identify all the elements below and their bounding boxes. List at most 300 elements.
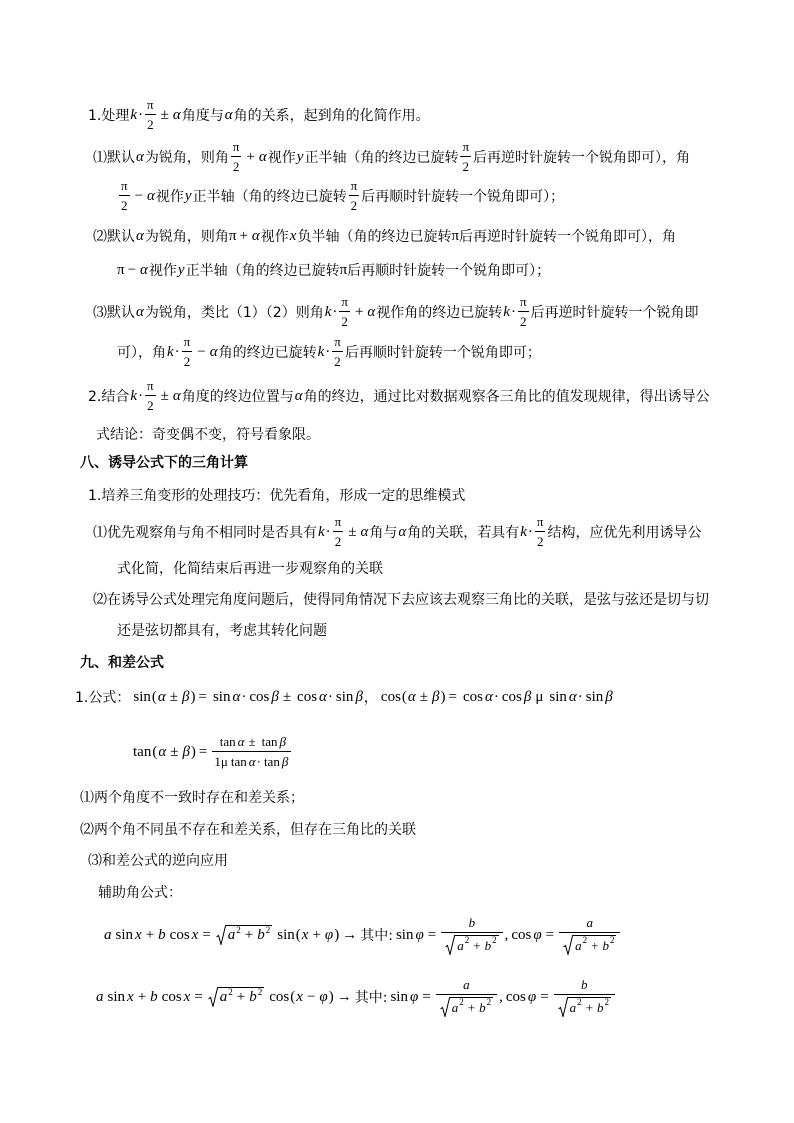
text-run: ⑵两个角不同虽不存在和差关系，但存在三角比的关联 <box>80 822 416 838</box>
math-variable: α <box>360 523 369 540</box>
math-variable: φ <box>409 988 419 1005</box>
text-run: 角与 <box>369 525 398 541</box>
math-function: cos <box>505 988 526 1005</box>
math-symbol: ) <box>190 688 196 705</box>
math-operator: → <box>336 988 352 1005</box>
fraction-numerator <box>119 178 130 196</box>
math-symbol: ( <box>401 688 407 705</box>
math-variable: α <box>319 688 327 705</box>
fraction <box>436 977 497 1017</box>
text-run: 2.结合 <box>88 389 130 405</box>
math-variable: α <box>248 754 256 769</box>
math-symbol: π <box>451 227 460 244</box>
math-operator: + <box>137 988 147 1005</box>
text-run: 为锐角，则角 <box>144 229 229 245</box>
text-run: 其中: <box>354 990 388 1006</box>
fraction-numerator <box>332 334 343 352</box>
math-variable: a <box>569 999 577 1015</box>
fraction <box>535 514 546 550</box>
fraction <box>441 915 502 955</box>
radicand <box>455 935 498 955</box>
math-variable: β <box>605 688 613 705</box>
math-variable: α <box>398 523 407 540</box>
math-symbol: ( <box>151 688 157 705</box>
fraction-numerator <box>182 334 193 352</box>
fraction-numerator <box>535 514 546 532</box>
tan-sum-difference-formula <box>130 724 293 780</box>
math-variable: α <box>172 106 181 123</box>
math-variable: a <box>96 988 104 1005</box>
math-symbol: π <box>147 97 154 112</box>
math-symbol: · <box>241 688 247 705</box>
auxiliary-angle-label <box>98 872 182 912</box>
math-variable: a <box>219 989 228 1005</box>
superscript: 2 <box>236 924 241 935</box>
math-variable: b <box>257 927 265 943</box>
text-run: 视作 <box>155 189 184 205</box>
math-symbol: 2 <box>183 354 191 369</box>
text-run: 为锐角，类比（1）（2）则角 <box>144 305 324 321</box>
math-symbol: ( <box>290 988 296 1005</box>
text-run: ⑴优先观察角与角不相同时是否具有 <box>93 525 317 541</box>
math-symbol: · <box>332 303 338 320</box>
superscript: 2 <box>582 934 588 945</box>
superscript: 2 <box>257 986 263 997</box>
math-symbol: · <box>256 754 261 769</box>
math-function: cos <box>269 988 290 1005</box>
fraction-denominator <box>231 157 242 175</box>
math-function: sin <box>277 926 295 943</box>
math-variable: α <box>172 387 181 404</box>
math-variable: α <box>367 303 376 320</box>
fraction-numerator <box>231 139 242 157</box>
math-symbol: · <box>325 523 331 540</box>
math-function: cos <box>511 926 532 943</box>
math-function: sin <box>390 988 408 1005</box>
math-operator: = <box>198 688 207 705</box>
math-variable: β <box>279 734 286 749</box>
math-variable: α <box>294 387 303 404</box>
math-function: sin <box>212 688 231 705</box>
math-function: cos <box>297 688 318 705</box>
math-variable: k <box>503 303 510 320</box>
fraction-denominator <box>518 312 529 330</box>
fraction <box>212 734 291 770</box>
square-root <box>440 997 493 1017</box>
math-symbol: 2 <box>232 159 240 174</box>
fraction <box>559 915 620 955</box>
math-variable: x <box>127 988 134 1005</box>
math-variable: a <box>457 937 464 953</box>
math-variable: b <box>596 999 604 1015</box>
math-variable: x <box>191 926 199 943</box>
math-symbol: · <box>327 688 333 705</box>
superscript: 2 <box>604 996 609 1007</box>
fraction-denominator <box>212 752 291 770</box>
math-symbol: π <box>536 514 544 529</box>
math-function: cos <box>462 688 483 705</box>
math-function: tan <box>219 734 236 749</box>
point-1-sub-3-line-2 <box>117 332 541 372</box>
math-operator: + <box>354 303 364 320</box>
text-run: 角的终边已旋转 <box>218 345 317 361</box>
math-function: sin <box>335 688 354 705</box>
math-variable: β <box>281 754 289 769</box>
math-operator: ± <box>170 743 179 760</box>
math-variable: b <box>158 926 166 943</box>
math-symbol: π <box>519 294 527 309</box>
square-root <box>216 925 272 945</box>
math-function: tan <box>133 743 152 760</box>
fraction <box>339 294 350 330</box>
fraction-denominator <box>554 995 615 1017</box>
math-symbol: 1μ <box>214 754 228 769</box>
math-symbol: · <box>577 688 583 705</box>
math-operator: = <box>448 688 457 705</box>
math-variable: x <box>183 988 191 1005</box>
text-run: 1.培养三角变形的处理技巧：优先看角，形成一定的思维模式 <box>88 488 466 504</box>
text-run: ⑵在诱导公式处理完角度问题后，使得同角情况下去应该去观察三角比的关联，是弦与弦还是切与切 <box>93 592 709 608</box>
math-variable: α <box>157 688 166 705</box>
text-run: 1.公式： <box>75 690 131 706</box>
fraction-numerator <box>554 977 615 995</box>
math-operator: μ <box>535 688 544 705</box>
section-8-sub-1-line-1 <box>93 512 701 552</box>
math-symbol: ) <box>334 926 340 943</box>
text-run: ⑶默认 <box>93 305 135 321</box>
math-symbol: π <box>232 139 240 154</box>
fraction-numerator <box>339 294 350 312</box>
fraction-denominator <box>559 933 620 955</box>
math-symbol: · <box>138 106 144 123</box>
point-1-sub-2-line-2 <box>117 250 550 290</box>
math-variable: β <box>182 743 190 760</box>
square-root <box>208 987 264 1007</box>
point-1-sub-3-line-1 <box>93 292 699 332</box>
text-run: 后再顺时针旋转一个锐角即可； <box>344 345 541 361</box>
math-symbol: 2 <box>147 117 154 132</box>
math-variable: b <box>484 937 492 953</box>
radicand <box>226 925 272 945</box>
fraction-denominator <box>339 312 350 330</box>
math-variable: α <box>147 187 155 204</box>
math-variable: b <box>581 977 588 992</box>
math-function: tan <box>261 734 278 749</box>
math-symbol: π <box>462 139 470 154</box>
math-function: tan <box>230 754 247 769</box>
math-symbol: · <box>493 688 499 705</box>
math-symbol: π <box>350 178 358 193</box>
superscript: 2 <box>609 934 615 945</box>
square-root <box>563 935 616 955</box>
math-operator: + <box>246 148 255 165</box>
text-run: 视作角的终边已旋转 <box>376 305 503 321</box>
text-run: ⑵默认 <box>93 229 135 245</box>
fraction <box>554 977 615 1017</box>
fraction <box>182 334 193 370</box>
math-variable: k <box>317 343 325 360</box>
math-variable: k <box>130 106 138 123</box>
fraction-denominator <box>460 157 471 175</box>
text-run: 九、和差公式 <box>80 655 164 671</box>
math-variable: x <box>301 926 309 943</box>
math-operator: ± <box>169 688 178 705</box>
math-function: sin <box>133 688 151 705</box>
fraction-denominator <box>182 352 193 370</box>
math-symbol: 2 <box>334 534 342 549</box>
math-symbol: ) <box>440 688 446 705</box>
superscript: 2 <box>265 924 271 935</box>
math-operator: + <box>312 926 321 943</box>
text-run: 还是弦切都具有，考虑其转化问题 <box>117 623 327 639</box>
fraction <box>119 178 130 214</box>
text-run: ⑴默认 <box>93 150 135 166</box>
text-run: 后再逆时针旋转一个锐角即可），角 <box>473 150 691 166</box>
fraction <box>349 178 360 214</box>
math-variable: a <box>104 926 112 943</box>
math-variable: x <box>289 227 297 244</box>
math-variable: x <box>135 926 142 943</box>
text-run: 视作 <box>260 229 289 245</box>
math-function: sin <box>549 688 567 705</box>
fraction-numerator <box>559 915 620 933</box>
fraction-denominator <box>119 196 130 214</box>
fraction-numerator <box>145 97 156 115</box>
math-operator: − <box>306 988 316 1005</box>
square-root <box>445 935 498 955</box>
fraction-numerator <box>460 139 471 157</box>
math-symbol: 2 <box>520 314 527 329</box>
fraction-denominator <box>436 995 497 1017</box>
math-operator: = <box>427 926 437 943</box>
math-operator: − <box>197 343 206 360</box>
section-8-point-1 <box>88 475 465 515</box>
math-symbol: π <box>147 378 154 393</box>
math-variable: φ <box>527 988 537 1005</box>
math-symbol: 2 <box>350 198 358 213</box>
fraction-numerator <box>212 734 291 752</box>
math-symbol: · <box>138 387 144 404</box>
text-run: ⑶和差公式的逆向应用 <box>88 853 228 869</box>
text-run: 结构，应优先利用诱导公 <box>547 525 702 541</box>
math-variable: α <box>140 261 148 278</box>
math-symbol: · <box>510 303 516 320</box>
text-run: 角的关系，起到角的化简作用。 <box>233 108 430 124</box>
math-variable: α <box>258 148 267 165</box>
math-operator: = <box>194 988 203 1005</box>
math-operator: = <box>422 988 431 1005</box>
math-operator: + <box>239 227 248 244</box>
fraction <box>460 139 471 175</box>
math-variable: a <box>451 999 459 1015</box>
math-variable: a <box>575 937 582 953</box>
sum-difference-formula-line <box>75 677 614 717</box>
radical-sign <box>216 925 226 945</box>
math-symbol: 2 <box>121 198 128 213</box>
math-operator: + <box>591 937 599 953</box>
math-operator: = <box>202 926 211 943</box>
math-function: cos <box>380 688 401 705</box>
auxiliary-angle-formula-sin <box>103 907 622 963</box>
math-symbol: π <box>334 514 342 529</box>
math-symbol: π <box>121 178 128 193</box>
math-variable: α <box>158 743 167 760</box>
math-variable: α <box>136 148 144 165</box>
math-symbol: ) <box>328 988 334 1005</box>
text-run: 负半轴（角的终边已旋转 <box>297 229 452 245</box>
text-run: 后再逆时针旋转一个锐角即 <box>530 305 699 321</box>
text-run: 正半轴（角的终边已旋转 <box>304 150 459 166</box>
math-operator: + <box>145 926 155 943</box>
radical-sign <box>563 935 573 955</box>
math-variable: φ <box>319 988 328 1005</box>
math-variable: k <box>130 387 138 404</box>
math-variable: b <box>468 915 476 930</box>
fraction-numerator <box>349 178 360 196</box>
math-variable: α <box>232 688 241 705</box>
math-variable: α <box>484 688 493 705</box>
math-operator: ± <box>160 387 169 404</box>
math-variable: α <box>568 688 577 705</box>
fraction-numerator <box>145 378 156 396</box>
math-symbol: π <box>341 294 348 309</box>
auxiliary-angle-formula-cos <box>95 969 617 1025</box>
superscript: 2 <box>492 934 497 945</box>
math-operator: + <box>236 989 246 1005</box>
radicand <box>573 935 616 955</box>
text-run: 为锐角，则角 <box>144 150 229 166</box>
text-run: ， <box>363 690 378 706</box>
math-symbol: 2 <box>462 159 469 174</box>
math-function: sin <box>585 688 604 705</box>
superscript: 2 <box>486 996 492 1007</box>
math-function: tan <box>263 754 280 769</box>
math-symbol: · <box>325 343 331 360</box>
math-operator: ± <box>419 688 429 705</box>
math-function: cos <box>161 988 182 1005</box>
text-run: 视作 <box>148 263 177 279</box>
math-variable: b <box>249 989 257 1005</box>
math-operator: + <box>473 937 481 953</box>
fraction-denominator <box>145 115 156 133</box>
math-symbol: 2 <box>341 314 348 329</box>
math-variable: α <box>224 106 233 123</box>
math-variable: k <box>318 523 325 540</box>
math-function: cos <box>501 688 522 705</box>
math-symbol: , <box>504 926 509 943</box>
math-variable: φ <box>415 926 424 943</box>
fraction <box>231 139 242 175</box>
math-variable: φ <box>324 926 334 943</box>
math-variable: k <box>167 343 174 360</box>
math-symbol: π <box>117 261 125 278</box>
radical-sign <box>445 935 455 955</box>
superscript: 2 <box>464 934 470 945</box>
radicand <box>450 997 493 1017</box>
fraction <box>145 97 156 133</box>
math-variable: α <box>136 303 144 320</box>
math-symbol: ( <box>152 743 158 760</box>
fraction-numerator <box>441 915 502 933</box>
math-symbol: , <box>499 988 503 1005</box>
math-variable: α <box>251 227 260 244</box>
math-operator: = <box>540 988 549 1005</box>
math-variable: b <box>150 988 158 1005</box>
math-variable: β <box>523 688 532 705</box>
math-function: sin <box>395 926 414 943</box>
math-operator: ± <box>160 106 169 123</box>
math-operator: + <box>244 927 254 943</box>
math-variable: y <box>177 261 185 278</box>
math-variable: b <box>479 999 486 1015</box>
math-symbol: · <box>527 523 533 540</box>
math-symbol: ) <box>190 743 196 760</box>
text-run: 后再顺时针旋转一个锐角即可）； <box>361 189 565 205</box>
fraction-denominator <box>349 196 360 214</box>
math-function: cos <box>249 688 270 705</box>
math-variable: φ <box>533 926 542 943</box>
text-run: 后再顺时针旋转一个锐角即可）； <box>347 263 551 279</box>
math-symbol: π <box>183 334 191 349</box>
math-symbol: 2 <box>536 534 544 549</box>
math-variable: y <box>184 187 192 204</box>
radical-sign <box>208 987 218 1007</box>
text-run: ⑴两个角度不一致时存在和差关系； <box>80 790 304 806</box>
text-run: 角度的终边位置与 <box>181 389 294 405</box>
fraction-denominator <box>145 396 156 414</box>
math-operator: ± <box>248 734 256 749</box>
math-symbol: π <box>339 261 348 278</box>
math-operator: ± <box>348 523 357 540</box>
fraction-denominator <box>535 532 546 550</box>
math-variable: α <box>237 734 245 749</box>
text-run: 角度与 <box>181 108 224 124</box>
text-run: 式化简，化简结束后再进一步观察角的关联 <box>117 561 383 577</box>
math-symbol: π <box>334 334 341 349</box>
text-run: 后再逆时针旋转一个锐角即可），角 <box>459 229 677 245</box>
math-operator: − <box>127 261 137 278</box>
superscript: 2 <box>228 986 233 997</box>
math-variable: α <box>209 343 218 360</box>
text-run: 其中: <box>360 928 393 944</box>
radical-sign <box>440 997 450 1017</box>
text-run: 角的终边，通过比对数据观察各三角比的值发现规律，得出诱导公 <box>303 389 710 405</box>
fraction-numerator <box>518 294 529 312</box>
point-1-line <box>88 95 430 135</box>
text-run: 可），角 <box>117 345 166 361</box>
math-symbol: · <box>174 343 180 360</box>
math-variable: α <box>407 688 416 705</box>
math-operator: + <box>467 999 476 1015</box>
section-9-heading <box>80 642 164 682</box>
point-1-sub-1-line-2 <box>117 176 564 216</box>
math-variable: b <box>602 937 609 953</box>
math-variable: y <box>296 148 304 165</box>
math-variable: x <box>296 988 303 1005</box>
math-variable: β <box>355 688 363 705</box>
text-run: 视作 <box>267 150 296 166</box>
math-operator: = <box>545 926 555 943</box>
superscript: 2 <box>577 996 582 1007</box>
math-function: sin <box>115 926 134 943</box>
math-function: sin <box>107 988 126 1005</box>
math-variable: α <box>136 227 144 244</box>
text-run: 辅助角公式： <box>98 885 182 901</box>
superscript: 2 <box>459 996 464 1007</box>
text-run: 角的关联，若具有 <box>407 525 520 541</box>
text-run: 八、诱导公式下的三角计算 <box>80 455 248 471</box>
fraction <box>333 514 344 550</box>
